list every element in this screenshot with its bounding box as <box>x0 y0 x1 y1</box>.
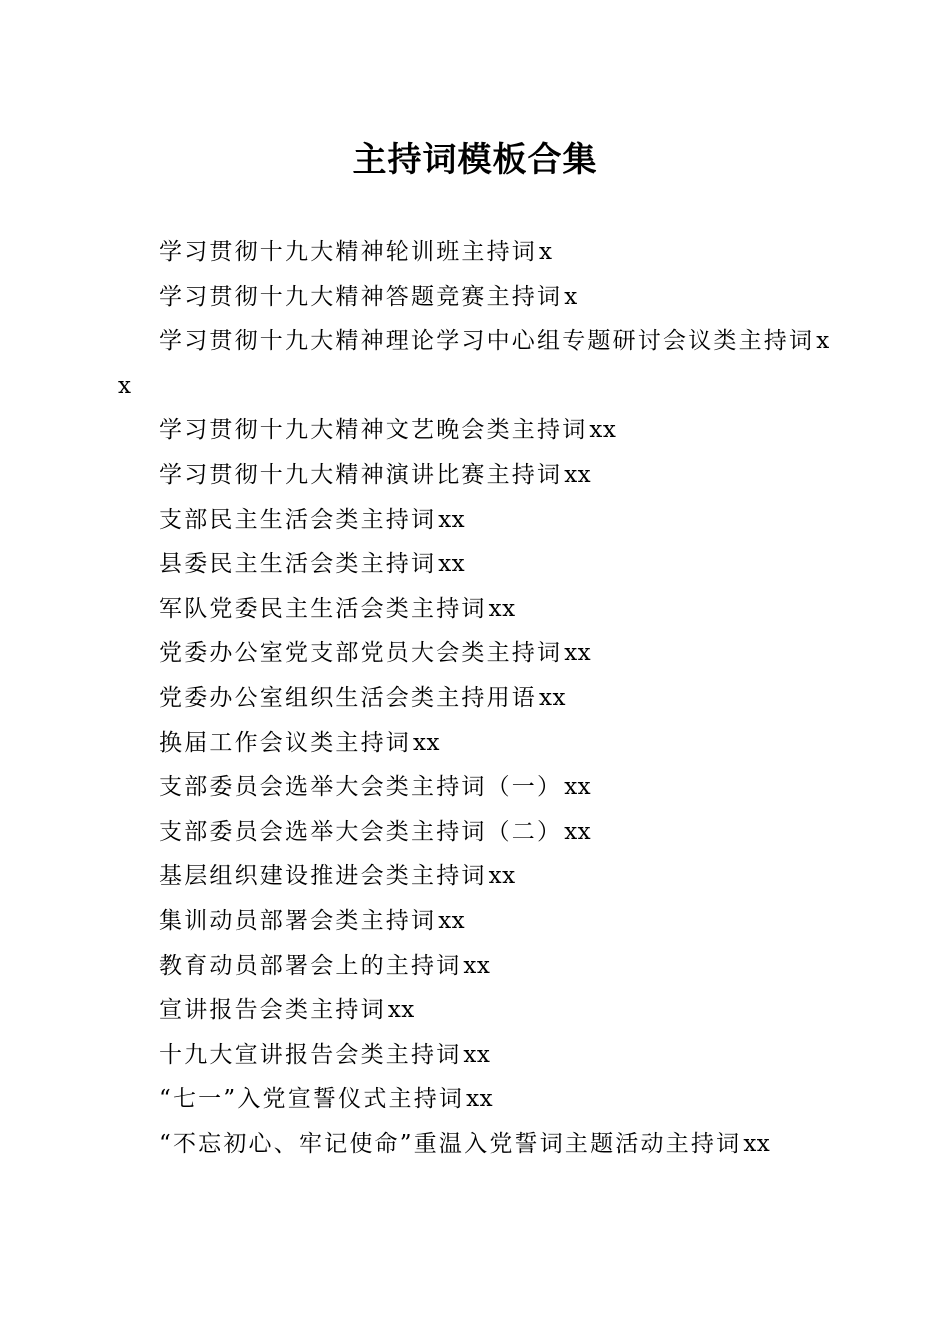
toc-item <box>118 899 830 944</box>
toc-item-text: 集训动员部署会类主持词 <box>159 907 437 934</box>
toc-item-text: 学习贯彻十九大精神文艺晚会类主持词 <box>159 417 588 444</box>
toc-item <box>118 721 830 766</box>
toc-item-text: “不忘初心、牢记使命”重温入党誓词主题活动主持词 <box>159 1130 742 1157</box>
toc-item <box>118 1033 830 1078</box>
toc-item-suffix: xx <box>438 907 466 934</box>
toc-item-text: 支部民主生活会类主持词 <box>159 506 437 533</box>
toc-item-text: 十九大宣讲报告会类主持词 <box>159 1041 462 1068</box>
toc-item-text: 军队党委民主生活会类主持词 <box>159 595 487 622</box>
toc-item-text: 县委民主生活会类主持词 <box>159 551 437 578</box>
toc-item <box>118 676 830 721</box>
toc-item-suffix: xx <box>463 1041 491 1068</box>
toc-item-suffix: xx <box>413 729 440 756</box>
toc-item <box>118 810 830 855</box>
toc-item-suffix: xx <box>387 997 415 1024</box>
toc-item-text: 宣讲报告会类主持词 <box>159 997 386 1024</box>
toc-item <box>118 408 830 453</box>
toc-item-text: 党委办公室党支部党员大会类主持词 <box>159 640 563 667</box>
toc-item <box>118 1122 830 1167</box>
toc-list <box>118 230 830 1166</box>
toc-item-text: 学习贯彻十九大精神演讲比赛主持词 <box>159 461 563 488</box>
toc-item <box>118 587 830 632</box>
toc-item-suffix: xx <box>743 1130 771 1157</box>
toc-item <box>118 765 830 810</box>
toc-item <box>118 453 830 498</box>
toc-item-suffix: xx <box>564 640 592 667</box>
toc-item <box>118 319 830 408</box>
toc-item <box>118 542 830 587</box>
toc-item <box>118 854 830 899</box>
toc-item-text: 支部委员会选举大会类主持词（二） <box>159 818 563 845</box>
toc-item <box>118 944 830 989</box>
toc-item-text: 支部委员会选举大会类主持词（一） <box>159 774 563 801</box>
toc-item-suffix: xx <box>488 863 516 890</box>
toc-item-suffix: xx <box>564 774 592 801</box>
toc-item-text: 学习贯彻十九大精神轮训班主持词 <box>159 239 537 265</box>
toc-item-suffix: xx <box>463 952 491 979</box>
toc-item-suffix: xx <box>466 1086 494 1113</box>
toc-item-suffix: xx <box>488 595 516 622</box>
toc-item-text: 学习贯彻十九大精神答题竞赛主持词 <box>159 283 563 310</box>
document-title: 主持词模板合集 <box>352 140 598 180</box>
toc-item-suffix: x <box>564 283 578 310</box>
toc-item-suffix: xx <box>438 506 466 533</box>
toc-item-text: 学习贯彻十九大精神理论学习中心组专题研讨会议类主持词 <box>159 328 815 355</box>
toc-item-text: 换届工作会议类主持词 <box>159 729 411 756</box>
toc-item <box>118 230 830 275</box>
toc-item-suffix: xx <box>438 551 466 578</box>
toc-item-suffix: xx <box>589 417 617 444</box>
toc-item-text: 教育动员部署会上的主持词 <box>159 952 462 979</box>
toc-item-suffix: x <box>539 239 553 265</box>
toc-item <box>118 498 830 543</box>
toc-item-text: “七一”入党宣誓仪式主持词 <box>159 1086 465 1113</box>
toc-item-suffix: xx <box>539 684 566 711</box>
toc-item <box>118 1077 830 1122</box>
toc-item <box>118 275 830 320</box>
toc-item <box>118 631 830 676</box>
toc-item-suffix: xx <box>118 328 830 399</box>
toc-item-suffix: xx <box>564 818 592 845</box>
toc-item-suffix: xx <box>564 461 592 488</box>
toc-item-text: 党委办公室组织生活会类主持用语 <box>159 684 537 711</box>
toc-item <box>118 988 830 1033</box>
toc-item-text: 基层组织建设推进会类主持词 <box>159 863 487 890</box>
